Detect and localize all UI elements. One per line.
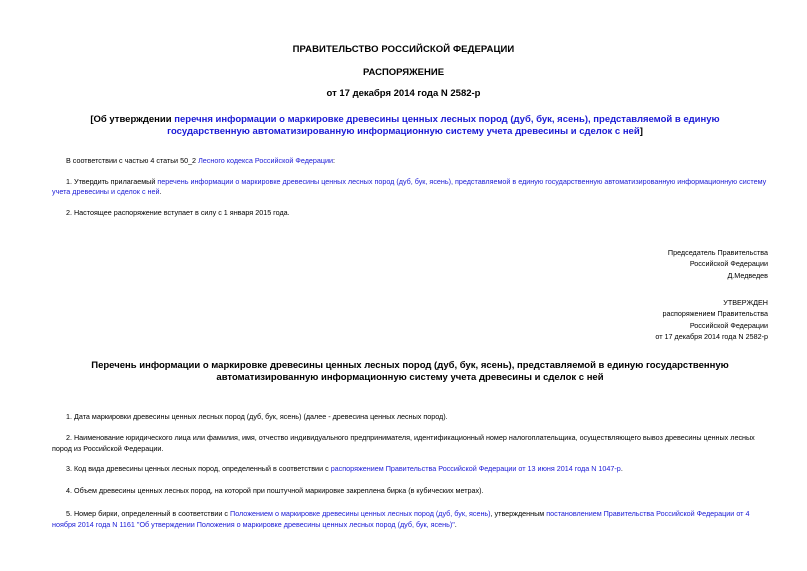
list-item-2-text: 2. Наименование юридического лица или фамилия, имя, отчество индивидуального предпринимателя, идентификационный номер налогоплательщика, осуществляющего вывоз древесины ценных лесных пород из Российской Федерации. <box>52 433 755 453</box>
list-item-5 <box>52 509 768 530</box>
list-item-3-text: 3. Код вида древесины ценных лесных пород, определенный в соответствии с <box>66 464 331 473</box>
preamble-end: : <box>333 156 336 165</box>
list-item-3 <box>52 464 768 475</box>
list-item-1 <box>52 412 768 423</box>
approval-block <box>560 297 768 342</box>
list-item-5-text: 5. Номер бирки, определенный в соответствии с <box>66 509 231 518</box>
title-link[interactable]: перечня информации о маркировке древесины ценных лесных пород (дуб, бук, ясень), представляемой в единую государственную автоматизированную информационную систему учета древесины и сделок с ней <box>167 114 720 137</box>
list-item-5-link-resolution[interactable]: постановлением Правительства Российской Федерации от 4 ноября 2014 года N 1161 "Об утверждении Положения о маркировке древесины ценных лесных пород (дуб, бук, ясень)" <box>52 509 750 529</box>
approval-by: распоряжением Правительства <box>662 309 768 319</box>
approval-status: УТВЕРЖДЕН <box>723 298 768 307</box>
list-title: Перечень информации о маркировке древесины ценных лесных пород (дуб, бук, ясень), представляемой в единую государственную автоматизированную информационную систему учета древесины и сделок с ней <box>91 360 729 383</box>
preamble-paragraph <box>52 156 768 166</box>
document-type-heading: РАСПОРЯЖЕНИЕ <box>362 67 445 78</box>
forest-code-link[interactable]: Лесного кодекса Российской Федерации <box>198 156 334 165</box>
order-item-2 <box>52 208 768 218</box>
list-item-2 <box>52 433 768 454</box>
signature-country: Российской Федерации <box>689 259 768 269</box>
government-heading: ПРАВИТЕЛЬСТВО РОССИЙСКОЙ ФЕДЕРАЦИИ <box>292 44 515 55</box>
approval-date: от 17 декабря 2014 года N 2582-р <box>655 331 768 341</box>
order-item-1-text: Утвердить прилагаемый <box>72 177 158 186</box>
list-item-4-text: 4. Объем древесины ценных лесных пород, на которой при поштучной маркировке закреплена бирка (в кубических метрах). <box>66 486 484 495</box>
approval-country: Российской Федерации <box>689 320 768 330</box>
signature-block <box>560 247 768 281</box>
order-item-1-number: 1. <box>66 177 72 186</box>
document-date-number: от 17 декабря 2014 года N 2582-р <box>326 88 481 99</box>
order-item-1-link[interactable]: перечень информации о маркировке древесины ценных лесных пород (дуб, бук, ясень), представляемой в единую государственную автоматизированную информационную систему учета древесины и сделок с ней <box>52 177 767 196</box>
document-title <box>60 114 750 138</box>
order-item-1-end: . <box>159 187 162 196</box>
list-item-5-end: . <box>454 519 457 529</box>
title-close-bracket: ] <box>639 126 643 137</box>
signature-position: Председатель Правительства <box>667 248 768 257</box>
list-item-5-mid: , утвержденным <box>490 509 547 518</box>
list-item-1-text: 1. Дата маркировки древесины ценных лесных пород (дуб, бук, ясень) (далее - древесина ценных лесных пород). <box>66 412 448 421</box>
title-open-bracket: [Об утверждении <box>90 114 175 125</box>
list-item-4 <box>52 486 768 497</box>
signature-name: Д.Медведев <box>727 270 768 280</box>
order-item-1 <box>52 177 768 197</box>
preamble-text: В соответствии с частью 4 статьи 50_2 <box>66 156 199 165</box>
list-item-5-link-regulation[interactable]: Положением о маркировке древесины ценных лесных пород (дуб, бук, ясень) <box>230 509 491 518</box>
order-item-2-text: 2. Настоящее распоряжение вступает в силу с 1 января 2015 года. <box>66 208 290 217</box>
list-item-3-end: . <box>620 464 623 473</box>
list-item-3-link[interactable]: распоряжением Правительства Российской Федерации от 13 июня 2014 года N 1047-р <box>330 464 621 473</box>
